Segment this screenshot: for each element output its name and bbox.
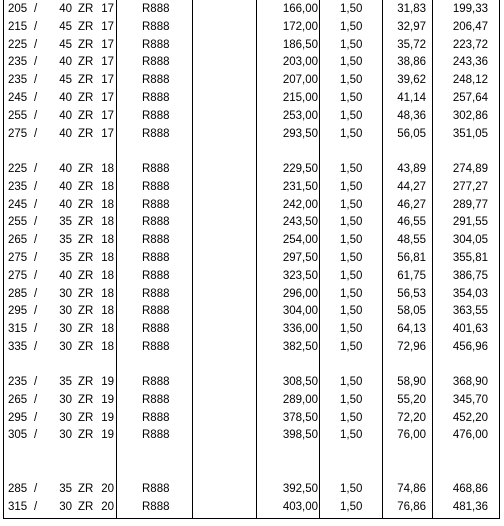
cell-quantity: 1,50	[340, 500, 363, 513]
cell-construction: ZR	[78, 38, 94, 51]
cell-quantity: 1,50	[340, 429, 363, 442]
cell-construction: ZR	[78, 74, 94, 87]
cell-width: 315	[8, 323, 28, 336]
cell-ratio: 40	[59, 127, 72, 140]
cell-rim: 17	[101, 127, 114, 140]
cell-price: 403,00	[282, 500, 318, 513]
cell-quantity: 1,50	[340, 376, 363, 388]
table-row	[0, 339, 504, 357]
cell-rim: 18	[101, 287, 114, 300]
cell-pattern: R888	[142, 216, 170, 229]
cell-tax: 58,90	[397, 376, 426, 388]
cell-tax: 41,14	[397, 92, 426, 104]
cell-ratio: 40	[59, 180, 72, 193]
table-row	[0, 392, 504, 410]
cell-total: 368,90	[452, 376, 488, 388]
cell-tax: 44,27	[397, 180, 426, 193]
cell-tax: 39,62	[397, 74, 426, 87]
cell-pattern: R888	[142, 323, 170, 336]
cell-tax: 32,97	[397, 20, 426, 33]
cell-width: 245	[8, 198, 28, 211]
cell-price: 308,50	[282, 376, 318, 388]
cell-ratio: 45	[59, 74, 72, 87]
cell-width: 335	[8, 341, 28, 353]
cell-total: 363,55	[452, 305, 488, 318]
cell-tax: 58,05	[397, 305, 426, 318]
cell-total: 476,00	[452, 429, 488, 442]
cell-tax: 61,75	[397, 269, 426, 282]
cell-ratio: 30	[59, 305, 72, 318]
cell-construction: ZR	[78, 411, 94, 424]
cell-rim: 20	[101, 500, 114, 513]
cell-quantity: 1,50	[340, 252, 363, 264]
cell-total: 248,12	[452, 74, 488, 87]
cell-pattern: R888	[142, 393, 170, 406]
cell-pattern: R888	[142, 500, 170, 513]
cell-price: 207,00	[282, 74, 318, 87]
cell-separator: /	[34, 483, 38, 495]
cell-construction: ZR	[78, 305, 94, 318]
cell-ratio: 40	[59, 269, 72, 282]
cell-tax: 46,55	[397, 216, 426, 229]
cell-quantity: 1,50	[340, 411, 363, 424]
cell-rim: 20	[101, 483, 114, 495]
cell-price: 253,00	[282, 109, 318, 122]
cell-quantity: 1,50	[340, 3, 363, 15]
cell-separator: /	[34, 198, 38, 211]
cell-ratio: 30	[59, 500, 72, 513]
table-row	[0, 232, 504, 250]
cell-ratio: 30	[59, 323, 72, 336]
cell-separator: /	[34, 180, 38, 193]
cell-construction: ZR	[78, 3, 94, 15]
cell-pattern: R888	[142, 109, 170, 122]
cell-price: 229,50	[282, 163, 318, 175]
cell-price: 166,00	[282, 3, 318, 15]
cell-pattern: R888	[142, 252, 170, 264]
cell-width: 285	[8, 287, 28, 300]
cell-total: 243,36	[452, 56, 488, 69]
cell-rim: 18	[101, 323, 114, 336]
cell-width: 205	[8, 3, 28, 15]
cell-separator: /	[34, 269, 38, 282]
cell-quantity: 1,50	[340, 74, 363, 87]
cell-price: 242,00	[282, 198, 318, 211]
cell-separator: /	[34, 393, 38, 406]
cell-rim: 18	[101, 234, 114, 247]
cell-tax: 56,53	[397, 287, 426, 300]
cell-pattern: R888	[142, 234, 170, 247]
table-row	[0, 126, 504, 144]
cell-construction: ZR	[78, 429, 94, 442]
cell-ratio: 45	[59, 20, 72, 33]
cell-total: 386,75	[452, 269, 488, 282]
cell-quantity: 1,50	[340, 323, 363, 336]
cell-construction: ZR	[78, 287, 94, 300]
cell-width: 265	[8, 393, 28, 406]
cell-separator: /	[34, 500, 38, 513]
cell-pattern: R888	[142, 163, 170, 175]
cell-quantity: 1,50	[340, 56, 363, 69]
cell-separator: /	[34, 20, 38, 33]
cell-rim: 18	[101, 305, 114, 318]
cell-rim: 17	[101, 20, 114, 33]
cell-quantity: 1,50	[340, 287, 363, 300]
cell-separator: /	[34, 411, 38, 424]
cell-total: 354,03	[452, 287, 488, 300]
cell-width: 245	[8, 92, 28, 104]
cell-rim: 18	[101, 269, 114, 282]
cell-width: 235	[8, 74, 28, 87]
cell-rim: 17	[101, 56, 114, 69]
cell-price: 296,00	[282, 287, 318, 300]
table-row	[0, 410, 504, 428]
cell-tax: 38,86	[397, 56, 426, 69]
cell-width: 225	[8, 163, 28, 175]
cell-ratio: 40	[59, 109, 72, 122]
cell-total: 304,05	[452, 234, 488, 247]
cell-total: 351,05	[452, 127, 488, 140]
cell-pattern: R888	[142, 341, 170, 353]
cell-construction: ZR	[78, 216, 94, 229]
cell-pattern: R888	[142, 38, 170, 51]
cell-pattern: R888	[142, 376, 170, 388]
cell-price: 186,50	[282, 38, 318, 51]
cell-total: 302,86	[452, 109, 488, 122]
cell-quantity: 1,50	[340, 109, 363, 122]
cell-ratio: 40	[59, 92, 72, 104]
cell-tax: 46,27	[397, 198, 426, 211]
table-row	[0, 72, 504, 90]
cell-construction: ZR	[78, 109, 94, 122]
cell-tax: 31,83	[397, 3, 426, 15]
cell-rim: 18	[101, 216, 114, 229]
cell-tax: 48,36	[397, 109, 426, 122]
cell-total: 257,64	[452, 92, 488, 104]
cell-rim: 18	[101, 252, 114, 264]
cell-ratio: 30	[59, 429, 72, 442]
cell-total: 206,47	[452, 20, 488, 33]
cell-rim: 19	[101, 376, 114, 388]
cell-width: 275	[8, 269, 28, 282]
cell-construction: ZR	[78, 393, 94, 406]
table-row	[0, 90, 504, 108]
cell-pattern: R888	[142, 3, 170, 15]
cell-price: 203,00	[282, 56, 318, 69]
table-row	[0, 499, 504, 517]
cell-price: 289,00	[282, 393, 318, 406]
cell-quantity: 1,50	[340, 483, 363, 495]
cell-rim: 17	[101, 109, 114, 122]
cell-separator: /	[34, 234, 38, 247]
cell-price: 215,00	[282, 92, 318, 104]
cell-price: 336,00	[282, 323, 318, 336]
cell-quantity: 1,50	[340, 127, 363, 140]
cell-ratio: 30	[59, 393, 72, 406]
cell-tax: 64,13	[397, 323, 426, 336]
cell-construction: ZR	[78, 323, 94, 336]
cell-pattern: R888	[142, 305, 170, 318]
cell-quantity: 1,50	[340, 38, 363, 51]
table-row	[0, 481, 504, 499]
cell-pattern: R888	[142, 198, 170, 211]
cell-separator: /	[34, 38, 38, 51]
cell-quantity: 1,50	[340, 234, 363, 247]
cell-separator: /	[34, 429, 38, 442]
cell-construction: ZR	[78, 163, 94, 175]
cell-construction: ZR	[78, 20, 94, 33]
cell-tax: 74,86	[397, 483, 426, 495]
cell-pattern: R888	[142, 127, 170, 140]
cell-tax: 72,96	[397, 341, 426, 353]
cell-total: 289,77	[452, 198, 488, 211]
table-row	[0, 161, 504, 179]
cell-total: 452,20	[452, 411, 488, 424]
cell-total: 274,89	[452, 163, 488, 175]
cell-separator: /	[34, 127, 38, 140]
cell-price: 382,50	[282, 341, 318, 353]
cell-separator: /	[34, 92, 38, 104]
cell-rim: 18	[101, 180, 114, 193]
cell-construction: ZR	[78, 376, 94, 388]
cell-pattern: R888	[142, 269, 170, 282]
cell-quantity: 1,50	[340, 305, 363, 318]
cell-price: 398,50	[282, 429, 318, 442]
cell-separator: /	[34, 56, 38, 69]
cell-quantity: 1,50	[340, 20, 363, 33]
cell-price: 323,50	[282, 269, 318, 282]
cell-separator: /	[34, 109, 38, 122]
cell-tax: 43,89	[397, 163, 426, 175]
table-row	[0, 250, 504, 268]
cell-quantity: 1,50	[340, 163, 363, 175]
table-row	[0, 321, 504, 339]
cell-separator: /	[34, 74, 38, 87]
cell-ratio: 30	[59, 411, 72, 424]
border-bottom	[3, 518, 500, 519]
cell-width: 255	[8, 216, 28, 229]
cell-total: 468,86	[452, 483, 488, 495]
cell-tax: 76,00	[397, 429, 426, 442]
cell-total: 456,96	[452, 341, 488, 353]
cell-width: 265	[8, 234, 28, 247]
cell-width: 235	[8, 376, 28, 388]
cell-rim: 17	[101, 3, 114, 15]
cell-quantity: 1,50	[340, 180, 363, 193]
cell-total: 355,81	[452, 252, 488, 264]
cell-pattern: R888	[142, 92, 170, 104]
cell-pattern: R888	[142, 483, 170, 495]
cell-quantity: 1,50	[340, 92, 363, 104]
cell-ratio: 40	[59, 3, 72, 15]
cell-separator: /	[34, 376, 38, 388]
cell-separator: /	[34, 3, 38, 15]
table-row	[0, 1, 504, 19]
cell-total: 277,27	[452, 180, 488, 193]
cell-total: 223,72	[452, 38, 488, 51]
cell-total: 401,63	[452, 323, 488, 336]
cell-ratio: 40	[59, 56, 72, 69]
table-row	[0, 214, 504, 232]
table-row	[0, 197, 504, 215]
table-row	[0, 179, 504, 197]
cell-price: 243,50	[282, 216, 318, 229]
cell-price: 392,50	[282, 483, 318, 495]
table-row	[0, 303, 504, 321]
cell-price: 231,50	[282, 180, 318, 193]
cell-width: 275	[8, 127, 28, 140]
cell-width: 255	[8, 109, 28, 122]
cell-total: 481,36	[452, 500, 488, 513]
cell-quantity: 1,50	[340, 198, 363, 211]
cell-total: 345,70	[452, 393, 488, 406]
cell-tax: 48,55	[397, 234, 426, 247]
cell-tax: 56,05	[397, 127, 426, 140]
cell-rim: 17	[101, 92, 114, 104]
cell-ratio: 30	[59, 341, 72, 353]
cell-pattern: R888	[142, 20, 170, 33]
cell-rim: 19	[101, 429, 114, 442]
cell-separator: /	[34, 163, 38, 175]
cell-rim: 18	[101, 198, 114, 211]
cell-width: 235	[8, 56, 28, 69]
table-row	[0, 19, 504, 37]
cell-construction: ZR	[78, 56, 94, 69]
table-row	[0, 374, 504, 392]
cell-total: 291,55	[452, 216, 488, 229]
cell-pattern: R888	[142, 411, 170, 424]
table-row	[0, 54, 504, 72]
cell-quantity: 1,50	[340, 269, 363, 282]
cell-construction: ZR	[78, 341, 94, 353]
cell-construction: ZR	[78, 127, 94, 140]
cell-tax: 72,20	[397, 411, 426, 424]
cell-tax: 35,72	[397, 38, 426, 51]
cell-width: 295	[8, 411, 28, 424]
cell-price: 297,50	[282, 252, 318, 264]
table-row	[0, 268, 504, 286]
cell-ratio: 40	[59, 163, 72, 175]
cell-separator: /	[34, 305, 38, 318]
cell-ratio: 35	[59, 252, 72, 264]
cell-tax: 76,86	[397, 500, 426, 513]
cell-pattern: R888	[142, 180, 170, 193]
cell-quantity: 1,50	[340, 393, 363, 406]
cell-pattern: R888	[142, 429, 170, 442]
cell-ratio: 35	[59, 216, 72, 229]
cell-pattern: R888	[142, 287, 170, 300]
cell-rim: 19	[101, 411, 114, 424]
cell-price: 304,00	[282, 305, 318, 318]
cell-rim: 18	[101, 341, 114, 353]
cell-width: 295	[8, 305, 28, 318]
cell-separator: /	[34, 216, 38, 229]
cell-ratio: 30	[59, 287, 72, 300]
cell-tax: 56,81	[397, 252, 426, 264]
cell-rim: 17	[101, 38, 114, 51]
cell-construction: ZR	[78, 500, 94, 513]
cell-rim: 17	[101, 74, 114, 87]
cell-ratio: 35	[59, 483, 72, 495]
cell-construction: ZR	[78, 483, 94, 495]
cell-separator: /	[34, 252, 38, 264]
cell-price: 172,00	[282, 20, 318, 33]
cell-separator: /	[34, 323, 38, 336]
cell-price: 378,50	[282, 411, 318, 424]
cell-rim: 19	[101, 393, 114, 406]
cell-rim: 18	[101, 163, 114, 175]
cell-ratio: 35	[59, 234, 72, 247]
cell-construction: ZR	[78, 252, 94, 264]
cell-width: 315	[8, 500, 28, 513]
table-row	[0, 37, 504, 55]
cell-construction: ZR	[78, 92, 94, 104]
cell-construction: ZR	[78, 269, 94, 282]
cell-separator: /	[34, 341, 38, 353]
cell-width: 235	[8, 180, 28, 193]
cell-construction: ZR	[78, 234, 94, 247]
cell-total: 199,33	[452, 3, 488, 15]
cell-width: 275	[8, 252, 28, 264]
cell-quantity: 1,50	[340, 341, 363, 353]
cell-ratio: 45	[59, 38, 72, 51]
cell-separator: /	[34, 287, 38, 300]
table-row	[0, 108, 504, 126]
cell-width: 225	[8, 38, 28, 51]
cell-ratio: 35	[59, 376, 72, 388]
cell-construction: ZR	[78, 198, 94, 211]
cell-quantity: 1,50	[340, 216, 363, 229]
table-row	[0, 286, 504, 304]
cell-pattern: R888	[142, 56, 170, 69]
cell-price: 254,00	[282, 234, 318, 247]
cell-tax: 55,20	[397, 393, 426, 406]
cell-price: 293,50	[282, 127, 318, 140]
cell-pattern: R888	[142, 74, 170, 87]
table-row	[0, 427, 504, 445]
cell-width: 215	[8, 20, 28, 33]
cell-construction: ZR	[78, 180, 94, 193]
cell-width: 305	[8, 429, 28, 442]
cell-width: 285	[8, 483, 28, 495]
cell-ratio: 40	[59, 198, 72, 211]
